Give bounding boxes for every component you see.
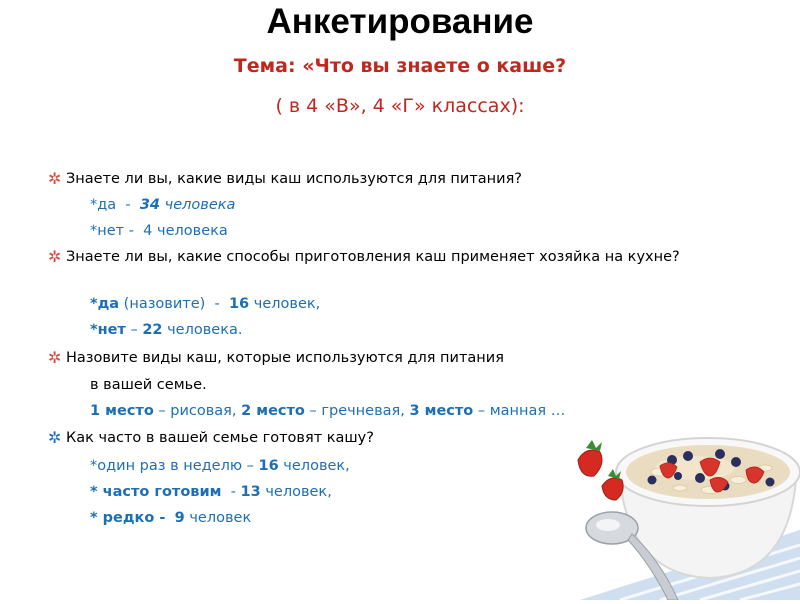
q4-answer-often: * часто готовим - 13 человек, (90, 484, 332, 500)
question-4-text: Как часто в вашей семье готовят кашу? (66, 430, 374, 446)
question-3-continuation: в вашей семье. (90, 377, 207, 393)
question-1-text: Знаете ли вы, какие виды каш используются для питания? (66, 171, 522, 187)
q2-answer-no: *нет – 22 человека. (90, 322, 243, 338)
q2-answer-yes: *да (назовите) - 16 человек, (90, 296, 321, 312)
question-3 (48, 349, 753, 368)
question-2 (48, 248, 753, 267)
q1-answer-yes: *да - 34 человека (90, 197, 236, 213)
bullet-icon: ✲ (48, 428, 62, 447)
classes-line: ( в 4 «В», 4 «Г» классах): (275, 95, 525, 117)
question-3-text: Назовите виды каш, которые используются для питания (66, 350, 504, 366)
q4-answer-rarely: * редко - 9 человек (90, 510, 252, 526)
q3-ranking: 1 место – рисовая, 2 место – гречневая, 3 место – манная … (90, 403, 566, 419)
question-2-text: Знаете ли вы, какие способы приготовления каш применяет хозяйка на кухне? (66, 249, 680, 265)
question-1 (48, 170, 753, 189)
bullet-icon: ✲ (48, 348, 62, 367)
bullet-icon: ✲ (48, 169, 62, 188)
q4-answer-weekly: *один раз в неделю – 16 человек, (90, 458, 350, 474)
porridge-bowl-icon (560, 410, 800, 600)
bullet-icon: ✲ (48, 247, 62, 266)
page-title: Анкетирование (266, 2, 534, 41)
q1-answer-no: *нет - 4 человека (90, 223, 228, 239)
topic-line: Тема: «Что вы знаете о каше? (233, 55, 567, 77)
